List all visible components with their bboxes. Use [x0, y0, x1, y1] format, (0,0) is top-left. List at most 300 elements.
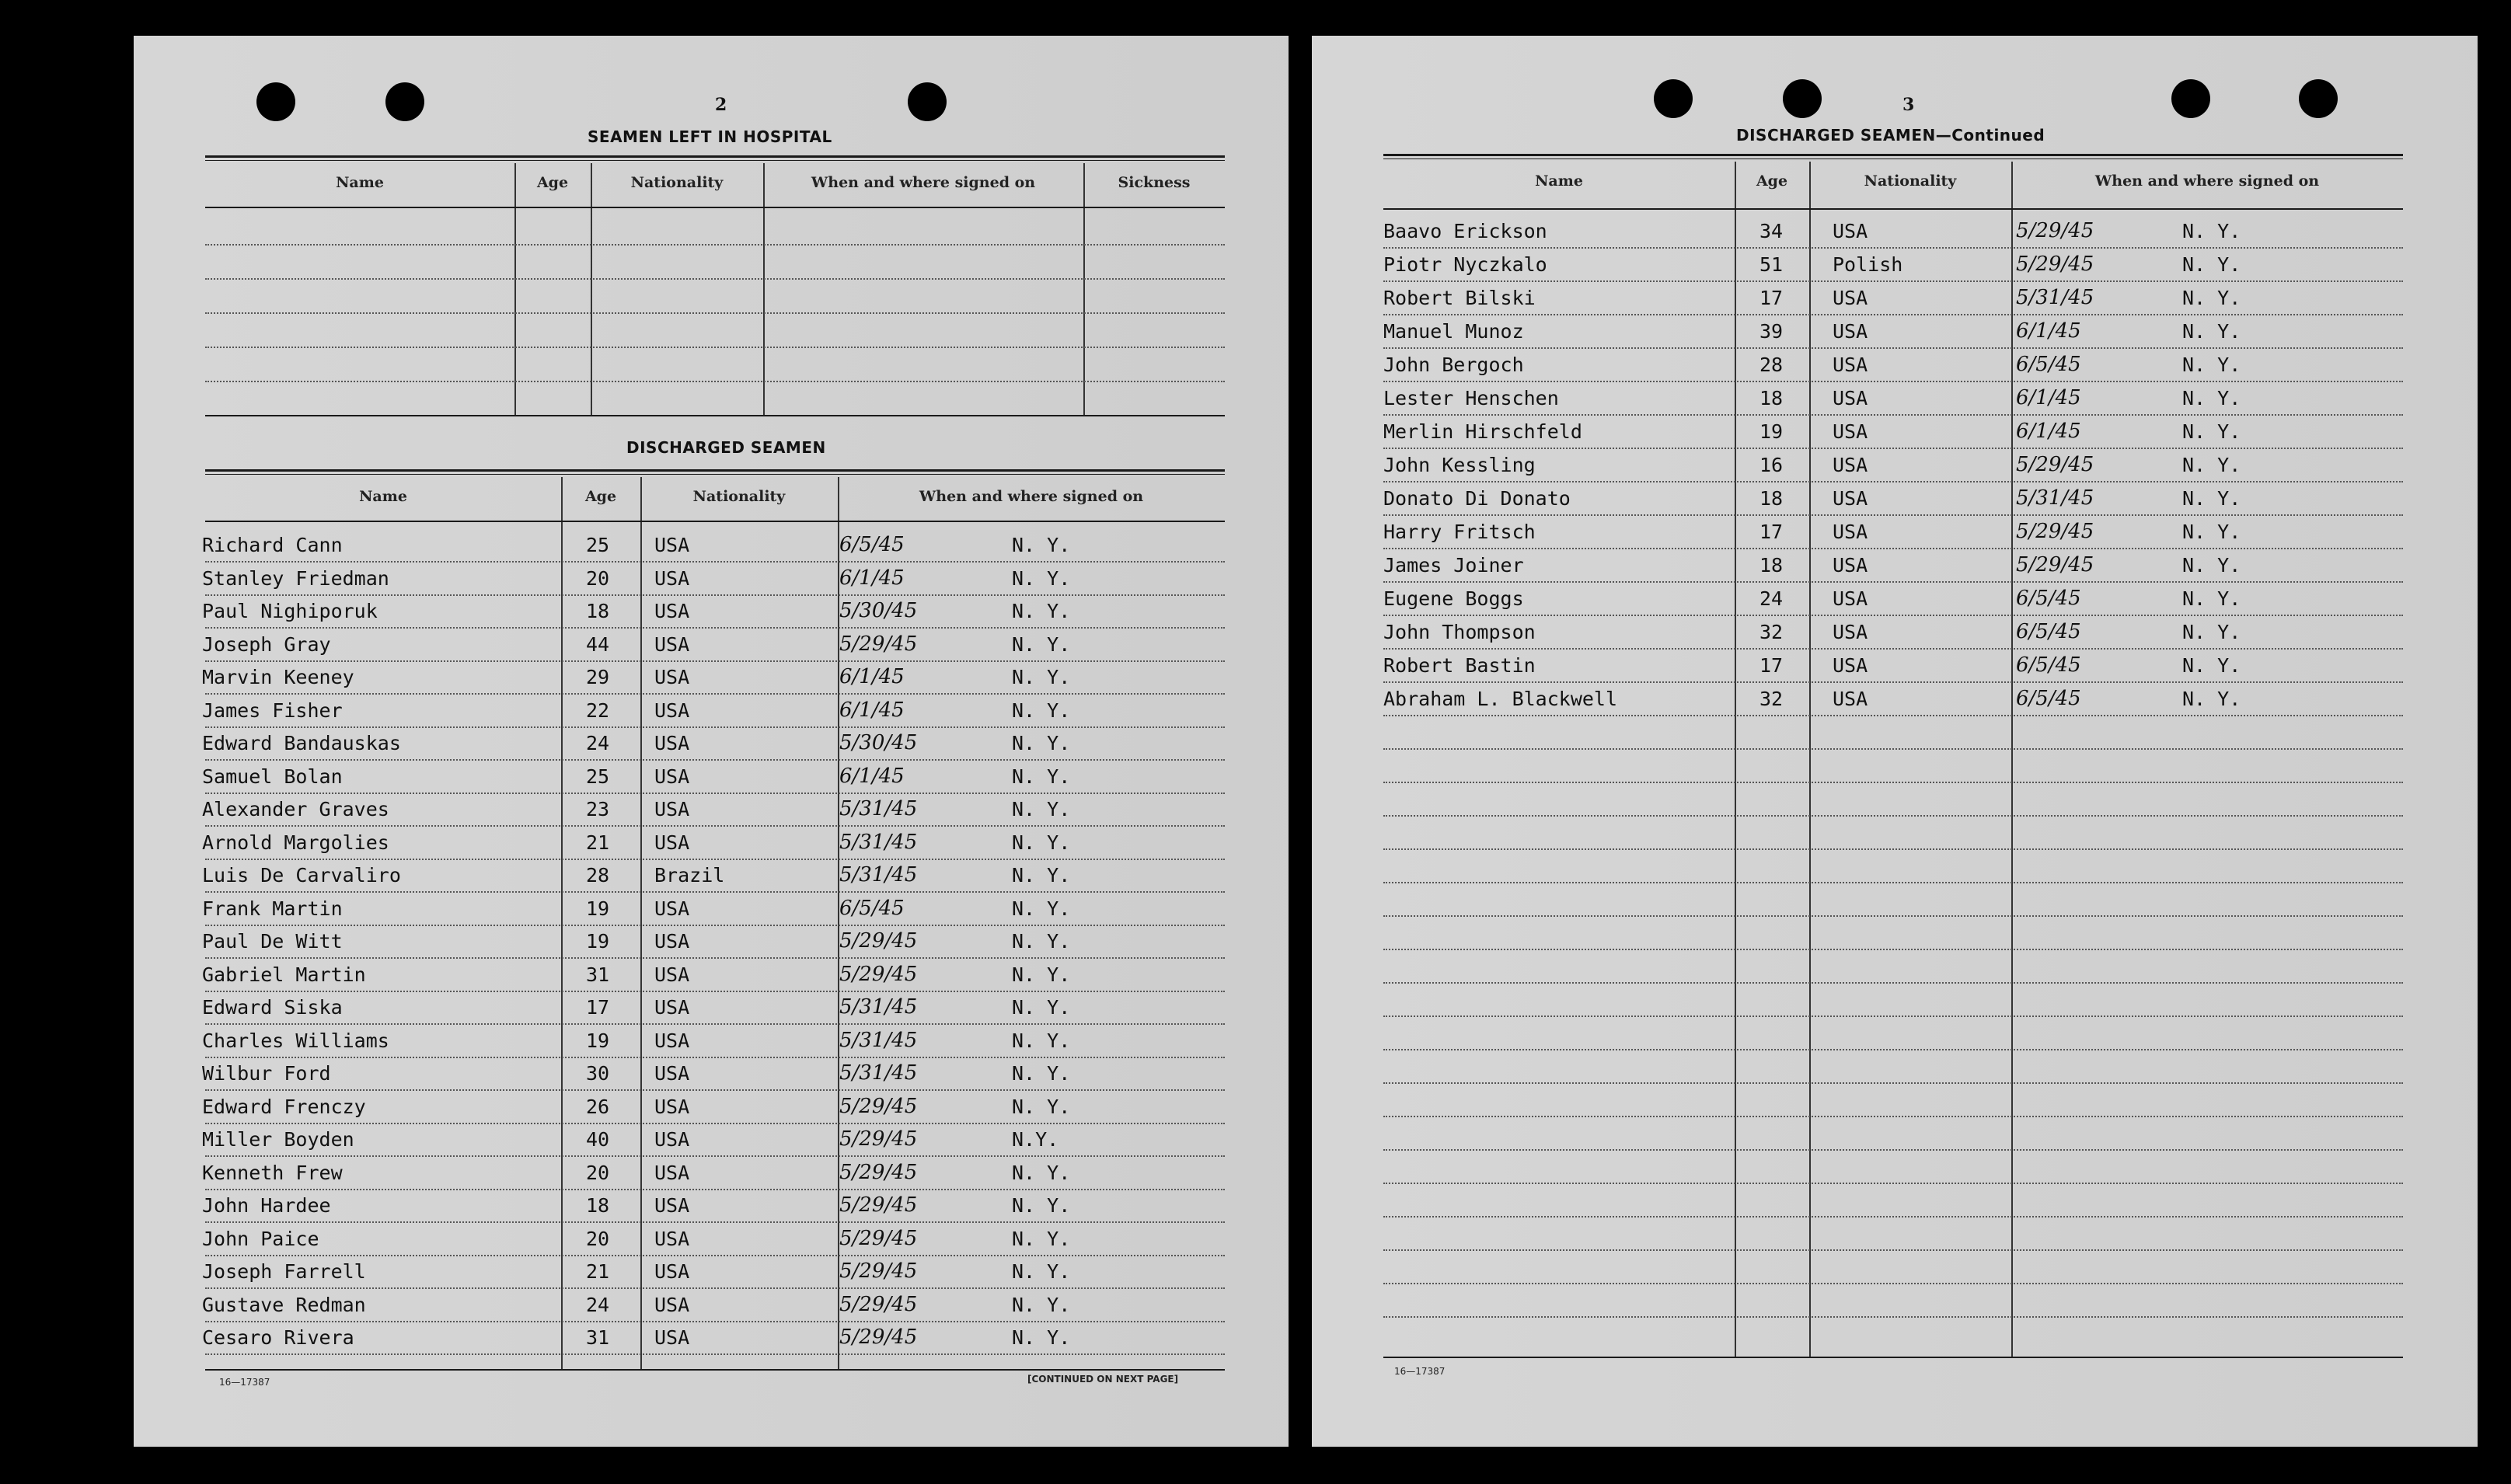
table-row [134, 859, 1289, 891]
date-cell: 5/29/45 [2016, 453, 2094, 476]
age-cell: 20 [586, 1161, 610, 1184]
date-cell: 6/1/45 [839, 566, 905, 590]
name-cell: Donato Di Donato [1383, 487, 1571, 510]
table-bottom-rule [1383, 1357, 2403, 1358]
nationality-cell: USA [654, 930, 690, 953]
place-cell: N. Y. [2182, 287, 2241, 309]
place-cell: N. Y. [1012, 732, 1071, 754]
nationality-cell: USA [1833, 387, 1868, 409]
right-page [1312, 36, 2478, 1447]
place-cell: N. Y. [1012, 1062, 1071, 1085]
row-line [1383, 1015, 2403, 1017]
column-header: When and where signed on [919, 488, 1144, 505]
date-cell: 5/29/45 [839, 1259, 918, 1283]
nationality-cell: USA [654, 1260, 690, 1283]
table-row [134, 925, 1289, 957]
row-line [205, 312, 1225, 314]
date-cell: 5/29/45 [839, 1292, 918, 1316]
header-rule [1383, 208, 2403, 210]
place-cell: N. Y. [1012, 566, 1071, 590]
table-row [1312, 582, 2478, 615]
age-cell: 21 [586, 1260, 610, 1283]
place-cell: N. Y. [2182, 688, 2241, 710]
place-cell: N. Y. [2182, 387, 2241, 409]
place-cell: N. Y. [1012, 963, 1071, 986]
column-header: Age [584, 488, 617, 505]
row-line [1383, 1249, 2403, 1251]
table-row [1312, 682, 2478, 715]
row-line [1383, 1183, 2403, 1184]
place-cell: N. Y. [2182, 654, 2241, 677]
table-row [134, 958, 1289, 991]
place-cell: N. Y. [2182, 621, 2241, 643]
place-cell: N. Y. [1012, 1095, 1071, 1118]
table-row [134, 1123, 1289, 1155]
nationality-cell: USA [654, 1227, 690, 1250]
date-cell: 6/1/45 [839, 698, 905, 722]
table-row [134, 1024, 1289, 1057]
nationality-cell: USA [654, 600, 690, 622]
place-cell: N. Y. [1012, 698, 1071, 722]
nationality-cell: USA [654, 632, 690, 656]
nationality-cell: USA [654, 566, 690, 590]
place-cell: N. Y. [2182, 320, 2241, 343]
table-row [1312, 515, 2478, 548]
row-line [1383, 1149, 2403, 1151]
age-cell: 31 [586, 1326, 610, 1349]
name-cell: Piotr Nyczkalo [1383, 253, 1547, 276]
row-line [1383, 715, 2403, 716]
age-cell: 34 [1759, 220, 1784, 242]
name-cell: Paul De Witt [202, 930, 343, 953]
name-cell: Luis De Carvaliro [202, 864, 401, 887]
age-cell: 21 [586, 831, 610, 854]
table-row [134, 1189, 1289, 1221]
date-cell: 5/29/45 [2016, 520, 2094, 543]
table-row [1312, 381, 2478, 414]
column-header: When and where signed on [2094, 172, 2320, 190]
row-line [1383, 1049, 2403, 1050]
place-cell: N. Y. [1012, 930, 1071, 953]
place-cell: N. Y. [1012, 1227, 1071, 1250]
age-cell: 24 [1759, 587, 1784, 610]
place-cell: N. Y. [2182, 554, 2241, 577]
column-header: Age [1756, 172, 1788, 190]
name-cell: Arnold Margolies [202, 831, 389, 854]
column-header: Name [359, 488, 407, 505]
nationality-cell: USA [1833, 454, 1868, 476]
section-rule [1383, 154, 2403, 156]
row-line [1383, 748, 2403, 750]
place-cell: N. Y. [1012, 1029, 1071, 1052]
nationality-cell: USA [654, 1095, 690, 1118]
place-cell: N. Y. [2182, 454, 2241, 476]
name-cell: Gabriel Martin [202, 963, 366, 986]
name-cell: Miller Boyden [202, 1128, 354, 1151]
date-cell: 5/29/45 [839, 1325, 918, 1349]
date-cell: 6/5/45 [839, 533, 905, 556]
row-line [1383, 1316, 2403, 1318]
place-cell: N. Y. [1012, 864, 1071, 887]
date-cell: 6/5/45 [839, 896, 905, 920]
place-cell: N. Y. [1012, 534, 1071, 556]
age-cell: 25 [586, 534, 610, 556]
name-cell: Manuel Munoz [1383, 320, 1524, 343]
row-line [1383, 848, 2403, 850]
age-cell: 40 [586, 1128, 610, 1151]
date-cell: 5/29/45 [839, 632, 918, 656]
age-cell: 32 [1759, 688, 1784, 710]
age-cell: 20 [586, 1227, 610, 1250]
hospital-section-title: SEAMEN LEFT IN HOSPITAL [588, 127, 832, 146]
section-rule [205, 155, 1225, 158]
table-row [1312, 315, 2478, 347]
name-cell: Merlin Hirschfeld [1383, 420, 1582, 443]
table-row [134, 694, 1289, 726]
nationality-cell: USA [654, 897, 690, 920]
date-cell: 5/31/45 [839, 830, 918, 854]
row-line [1383, 949, 2403, 950]
date-cell: 6/5/45 [2016, 653, 2081, 677]
nationality-cell: USA [654, 798, 690, 820]
place-cell: N. Y. [1012, 831, 1071, 854]
table-row [134, 1156, 1289, 1189]
table-row [134, 1321, 1289, 1353]
continued-section-title: DISCHARGED SEAMEN—Continued [1736, 126, 2045, 145]
place-cell: N. Y. [1012, 897, 1071, 920]
nationality-cell: USA [1833, 654, 1868, 677]
table-row [1312, 214, 2478, 247]
place-cell: N. Y. [1012, 632, 1071, 656]
table-row [134, 660, 1289, 693]
nationality-cell: USA [1833, 220, 1868, 242]
discharged-section-title: DISCHARGED SEAMEN [626, 438, 826, 457]
punch-hole [385, 82, 424, 121]
place-cell: N. Y. [1012, 1326, 1071, 1349]
nationality-cell: USA [654, 1161, 690, 1184]
date-cell: 5/31/45 [839, 1028, 918, 1052]
age-cell: 44 [586, 632, 610, 656]
nationality-cell: USA [654, 831, 690, 854]
date-cell: 6/5/45 [2016, 620, 2081, 643]
table-row [134, 594, 1289, 627]
table-row [134, 1057, 1289, 1089]
name-cell: Frank Martin [202, 897, 343, 920]
age-cell: 18 [1759, 487, 1784, 510]
column-header: Nationality [692, 488, 786, 505]
age-cell: 18 [1759, 387, 1784, 409]
nationality-cell: USA [1833, 287, 1868, 309]
age-cell: 22 [586, 698, 610, 722]
nationality-cell: USA [1833, 354, 1868, 376]
date-cell: 5/29/45 [2016, 253, 2094, 276]
date-cell: 6/1/45 [2016, 386, 2081, 409]
left-page [134, 36, 1289, 1447]
place-cell: N. Y. [1012, 765, 1071, 788]
age-cell: 29 [586, 666, 610, 688]
name-cell: John Paice [202, 1227, 319, 1250]
place-cell: N. Y. [1012, 1260, 1071, 1283]
age-cell: 23 [586, 798, 610, 820]
column-divider [1083, 163, 1085, 415]
date-cell: 5/29/45 [839, 1094, 918, 1118]
date-cell: 5/29/45 [839, 1160, 918, 1184]
row-line [205, 381, 1225, 382]
place-cell: N. Y. [2182, 253, 2241, 276]
name-cell: Wilbur Ford [202, 1062, 331, 1085]
date-cell: 5/29/45 [839, 1193, 918, 1217]
place-cell: N. Y. [1012, 1194, 1071, 1217]
date-cell: 6/5/45 [2016, 353, 2081, 376]
date-cell: 6/1/45 [2016, 420, 2081, 443]
row-line [1383, 982, 2403, 984]
row-line [1383, 1216, 2403, 1218]
row-line [1383, 782, 2403, 783]
place-cell: N. Y. [1012, 1293, 1071, 1316]
column-header: Name [336, 174, 384, 191]
age-cell: 17 [1759, 654, 1784, 677]
age-cell: 24 [586, 732, 610, 754]
age-cell: 18 [586, 1194, 610, 1217]
column-header: Sickness [1118, 174, 1191, 191]
age-cell: 20 [586, 566, 610, 590]
place-cell: N. Y. [1012, 798, 1071, 820]
punch-hole [2171, 79, 2210, 118]
table-row [1312, 348, 2478, 381]
name-cell: James Joiner [1383, 554, 1524, 577]
table-bottom-rule [205, 415, 1225, 416]
table-row [134, 991, 1289, 1023]
age-cell: 17 [1759, 521, 1784, 543]
column-header: Nationality [630, 174, 724, 191]
nationality-cell: USA [1833, 487, 1868, 510]
table-row [1312, 448, 2478, 481]
name-cell: Richard Cann [202, 534, 343, 556]
name-cell: Marvin Keeney [202, 666, 354, 688]
date-cell: 5/29/45 [2016, 219, 2094, 242]
nationality-cell: USA [1833, 521, 1868, 543]
nationality-cell: USA [1833, 554, 1868, 577]
name-cell: Joseph Gray [202, 632, 331, 656]
age-cell: 17 [1759, 287, 1784, 309]
date-cell: 6/5/45 [2016, 587, 2081, 610]
age-cell: 39 [1759, 320, 1784, 343]
nationality-cell: USA [654, 1128, 690, 1151]
place-cell: N. Y. [2182, 420, 2241, 443]
age-cell: 24 [586, 1293, 610, 1316]
date-cell: 6/1/45 [2016, 319, 2081, 343]
form-code: 16—17387 [219, 1377, 270, 1388]
row-line [1383, 1116, 2403, 1117]
date-cell: 5/30/45 [839, 599, 918, 622]
nationality-cell: Brazil [654, 864, 725, 887]
row-line [205, 347, 1225, 348]
table-row [134, 760, 1289, 793]
column-header: Name [1535, 172, 1583, 190]
date-cell: 5/31/45 [839, 995, 918, 1019]
row-line [1383, 1082, 2403, 1084]
nationality-cell: USA [654, 732, 690, 754]
date-cell: 5/31/45 [2016, 486, 2094, 510]
name-cell: Alexander Graves [202, 798, 389, 820]
place-cell: N. Y. [1012, 996, 1071, 1019]
table-row [134, 892, 1289, 925]
name-cell: Joseph Farrell [202, 1260, 366, 1283]
header-rule [205, 207, 1225, 208]
nationality-cell: USA [1833, 320, 1868, 343]
date-cell: 5/30/45 [839, 731, 918, 754]
page-number: 2 [715, 95, 727, 115]
age-cell: 32 [1759, 621, 1784, 643]
nationality-cell: USA [654, 698, 690, 722]
nationality-cell: USA [1833, 621, 1868, 643]
place-cell: N. Y. [1012, 666, 1071, 688]
column-header: Age [536, 174, 569, 191]
place-cell: N. Y. [1012, 1161, 1071, 1184]
row-line [1383, 882, 2403, 883]
table-row [134, 826, 1289, 859]
table-row [134, 1255, 1289, 1287]
name-cell: Edward Bandauskas [202, 732, 401, 754]
section-rule [205, 469, 1225, 472]
table-row [1312, 615, 2478, 648]
nationality-cell: USA [654, 1062, 690, 1085]
name-cell: John Thompson [1383, 621, 1536, 643]
date-cell: 5/31/45 [839, 863, 918, 887]
table-bottom-rule [205, 1369, 1225, 1371]
date-cell: 5/31/45 [839, 1061, 918, 1085]
name-cell: Lester Henschen [1383, 387, 1559, 409]
date-cell: 5/29/45 [2016, 553, 2094, 577]
name-cell: Paul Nighiporuk [202, 600, 378, 622]
name-cell: Harry Fritsch [1383, 521, 1536, 543]
place-cell: N. Y. [2182, 220, 2241, 242]
name-cell: Abraham L. Blackwell [1383, 688, 1618, 710]
age-cell: 16 [1759, 454, 1784, 476]
age-cell: 19 [586, 897, 610, 920]
name-cell: Kenneth Frew [202, 1161, 343, 1184]
name-cell: James Fisher [202, 698, 343, 722]
place-cell: N. Y. [2182, 354, 2241, 376]
punch-hole [1783, 79, 1822, 118]
nationality-cell: USA [654, 963, 690, 986]
name-cell: Gustave Redman [202, 1293, 366, 1316]
date-cell: 5/29/45 [839, 1226, 918, 1250]
age-cell: 19 [586, 930, 610, 953]
punch-hole [908, 82, 947, 121]
date-cell: 6/5/45 [2016, 687, 2081, 710]
name-cell: Cesaro Rivera [202, 1326, 354, 1349]
table-row [1312, 281, 2478, 314]
nationality-cell: Polish [1833, 253, 1903, 276]
form-code: 16—17387 [1394, 1366, 1446, 1377]
table-row [134, 562, 1289, 594]
table-row [134, 1090, 1289, 1123]
age-cell: 28 [586, 864, 610, 887]
row-line [205, 278, 1225, 280]
name-cell: Robert Bastin [1383, 654, 1536, 677]
nationality-cell: USA [1833, 688, 1868, 710]
table-row [1312, 649, 2478, 681]
date-cell: 6/1/45 [839, 665, 905, 688]
column-divider [591, 163, 592, 415]
row-line [1383, 815, 2403, 817]
table-row [134, 1288, 1289, 1321]
name-cell: Robert Bilski [1383, 287, 1536, 309]
age-cell: 31 [586, 963, 610, 986]
nationality-cell: USA [1833, 587, 1868, 610]
place-cell: N.Y. [1012, 1128, 1059, 1151]
table-row [1312, 248, 2478, 280]
name-cell: John Bergoch [1383, 354, 1524, 376]
name-cell: John Kessling [1383, 454, 1536, 476]
age-cell: 28 [1759, 354, 1784, 376]
table-row [134, 793, 1289, 825]
place-cell: N. Y. [2182, 521, 2241, 543]
name-cell: Charles Williams [202, 1029, 389, 1052]
row-line [1383, 1283, 2403, 1284]
name-cell: Edward Frenczy [202, 1095, 366, 1118]
column-header: Nationality [1864, 172, 1957, 190]
column-header: When and where signed on [811, 174, 1036, 191]
nationality-cell: USA [1833, 420, 1868, 443]
nationality-cell: USA [654, 765, 690, 788]
row-line [205, 1353, 1225, 1355]
age-cell: 30 [586, 1062, 610, 1085]
date-cell: 5/31/45 [839, 797, 918, 820]
nationality-cell: USA [654, 1194, 690, 1217]
nationality-cell: USA [654, 1326, 690, 1349]
section-rule [205, 160, 1225, 161]
date-cell: 5/29/45 [839, 1127, 918, 1151]
nationality-cell: USA [654, 1029, 690, 1052]
nationality-cell: USA [654, 666, 690, 688]
age-cell: 18 [586, 600, 610, 622]
name-cell: John Hardee [202, 1194, 331, 1217]
age-cell: 18 [1759, 554, 1784, 577]
column-divider [763, 163, 765, 415]
nationality-cell: USA [654, 534, 690, 556]
page-number: 3 [1902, 95, 1915, 115]
nationality-cell: USA [654, 996, 690, 1019]
age-cell: 26 [586, 1095, 610, 1118]
name-cell: Samuel Bolan [202, 765, 343, 788]
header-rule [205, 521, 1225, 522]
place-cell: N. Y. [2182, 587, 2241, 610]
table-row [134, 628, 1289, 660]
date-cell: 6/1/45 [839, 764, 905, 788]
date-cell: 5/31/45 [2016, 286, 2094, 309]
table-row [1312, 415, 2478, 448]
table-row [134, 1222, 1289, 1255]
age-cell: 25 [586, 765, 610, 788]
date-cell: 5/29/45 [839, 962, 918, 986]
continued-note: [CONTINUED ON NEXT PAGE] [1027, 1374, 1179, 1385]
age-cell: 17 [586, 996, 610, 1019]
date-cell: 5/29/45 [839, 929, 918, 953]
nationality-cell: USA [654, 1293, 690, 1316]
section-rule [205, 474, 1225, 475]
name-cell: Baavo Erickson [1383, 220, 1547, 242]
punch-hole [256, 82, 295, 121]
table-row [134, 726, 1289, 759]
table-row [1312, 482, 2478, 514]
row-line [205, 244, 1225, 246]
age-cell: 51 [1759, 253, 1784, 276]
name-cell: Edward Siska [202, 996, 343, 1019]
name-cell: Stanley Friedman [202, 566, 389, 590]
place-cell: N. Y. [1012, 600, 1071, 622]
